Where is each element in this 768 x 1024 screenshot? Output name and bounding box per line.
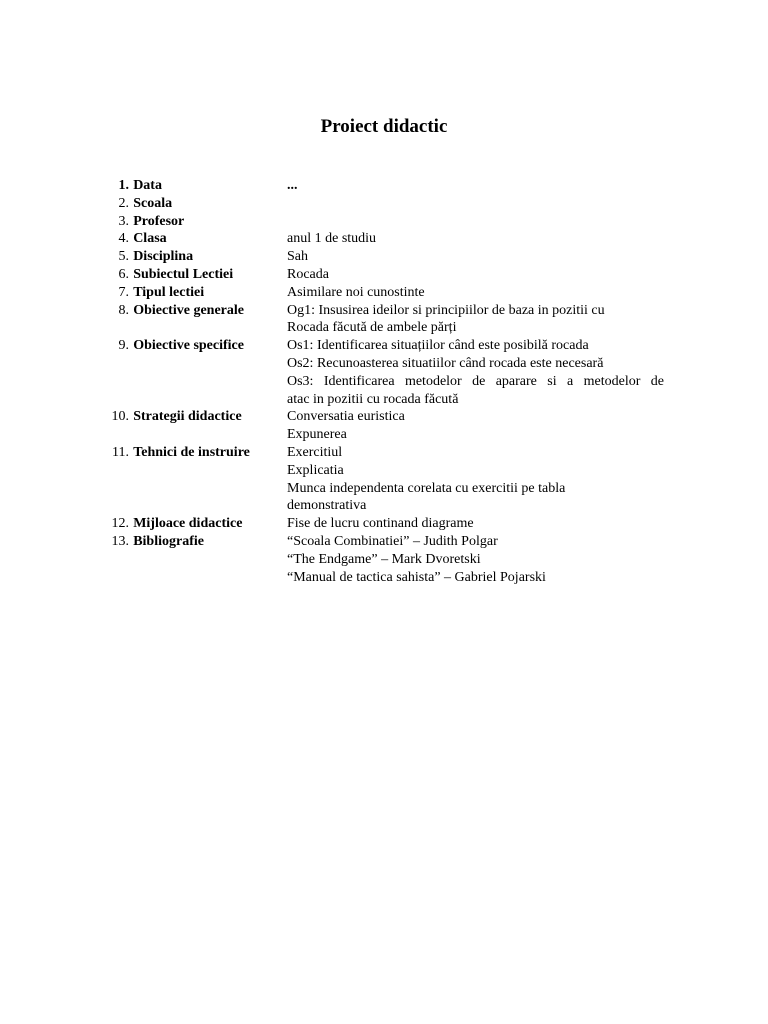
list-item-data	[104, 177, 664, 195]
item-number: 9.	[118, 338, 129, 354]
list-item-mijloace-didactice	[104, 515, 664, 533]
item-value: anul 1 de studiu	[287, 231, 377, 247]
item-value: Explicatia	[287, 462, 344, 478]
item-number: 1.	[118, 178, 129, 193]
item-values	[287, 408, 664, 444]
page-title: Proiect didactic	[320, 116, 448, 137]
item-values	[287, 177, 664, 195]
item-value: Exercitiul	[287, 444, 343, 460]
item-label: Obiective generale	[133, 302, 244, 318]
item-number: 11.	[112, 444, 129, 460]
list-item-clasa	[104, 230, 664, 248]
item-values	[287, 248, 664, 266]
item-values	[287, 515, 664, 533]
item-value: Munca independenta corelata cu exercitii pe tabla	[287, 480, 566, 496]
item-number: 12.	[111, 516, 129, 532]
item-number: 13.	[111, 533, 129, 549]
item-values	[287, 444, 664, 515]
list-item-bibliografie	[104, 533, 664, 586]
item-value: atac in pozitii cu rocada făcută	[287, 391, 459, 407]
list-item-tipul-lectiei	[104, 284, 664, 302]
item-number: 4.	[118, 231, 129, 247]
list-item-profesor	[104, 213, 664, 231]
list-item-subiectul-lectiei	[104, 266, 664, 284]
item-value: Sah	[287, 249, 308, 265]
item-value: Os3: Identificarea metodelor de aparare si a metodelor de	[287, 373, 664, 389]
item-label: Bibliografie	[133, 533, 204, 549]
item-values	[287, 284, 664, 302]
item-label: Tehnici de instruire	[133, 444, 250, 460]
item-number: 6.	[118, 266, 129, 282]
item-number: 2.	[118, 195, 129, 211]
item-value: Conversatia euristica	[287, 409, 405, 425]
item-value: Expunerea	[287, 427, 347, 443]
item-value: Og1: Insusirea ideilor si principiilor de baza in pozitii cu	[287, 302, 605, 318]
item-label: Scoala	[133, 195, 173, 211]
item-value: “The Endgame” – Mark Dvoretski	[287, 551, 481, 567]
item-label: Profesor	[133, 213, 185, 229]
list-item-obiective-generale	[104, 302, 664, 338]
item-label: Mijloace didactice	[133, 516, 243, 532]
item-label: Tipul lectiei	[133, 284, 205, 300]
list-item-strategii-didactice	[104, 408, 664, 444]
item-values	[287, 266, 664, 284]
item-values	[287, 337, 664, 408]
lesson-plan-list	[104, 177, 664, 586]
item-value: Os1: Identificarea situațiilor când este posibilă rocada	[287, 338, 589, 354]
list-item-tehnici-de-instruire	[104, 444, 664, 515]
item-values	[287, 533, 664, 586]
item-value: Fise de lucru continand diagrame	[287, 516, 474, 532]
list-item-scoala	[104, 195, 664, 213]
item-value: ...	[287, 178, 298, 193]
item-values	[287, 230, 664, 248]
item-number: 3.	[118, 213, 129, 229]
item-label: Data	[133, 178, 162, 193]
item-label: Obiective specifice	[133, 338, 244, 354]
item-value: “Manual de tactica sahista” – Gabriel Pojarski	[287, 569, 546, 585]
list-item-obiective-specifice	[104, 337, 664, 408]
list-item-disciplina	[104, 248, 664, 266]
item-number: 5.	[118, 249, 129, 265]
item-value: “Scoala Combinatiei” – Judith Polgar	[287, 533, 498, 549]
item-value: Rocada făcută de ambele părți	[287, 320, 457, 336]
item-label: Disciplina	[133, 249, 194, 265]
item-label: Clasa	[133, 231, 167, 247]
item-values	[287, 302, 664, 338]
item-value: Asimilare noi cunostinte	[287, 284, 425, 300]
item-number: 8.	[118, 302, 129, 318]
item-label: Strategii didactice	[133, 409, 242, 425]
item-value: demonstrativa	[287, 498, 367, 514]
item-label: Subiectul Lectiei	[133, 266, 234, 282]
item-number: 10.	[111, 409, 129, 425]
item-number: 7.	[118, 284, 129, 300]
item-value: Rocada	[287, 266, 329, 282]
item-value: Os2: Recunoasterea situatiilor când rocada este necesară	[287, 355, 604, 371]
